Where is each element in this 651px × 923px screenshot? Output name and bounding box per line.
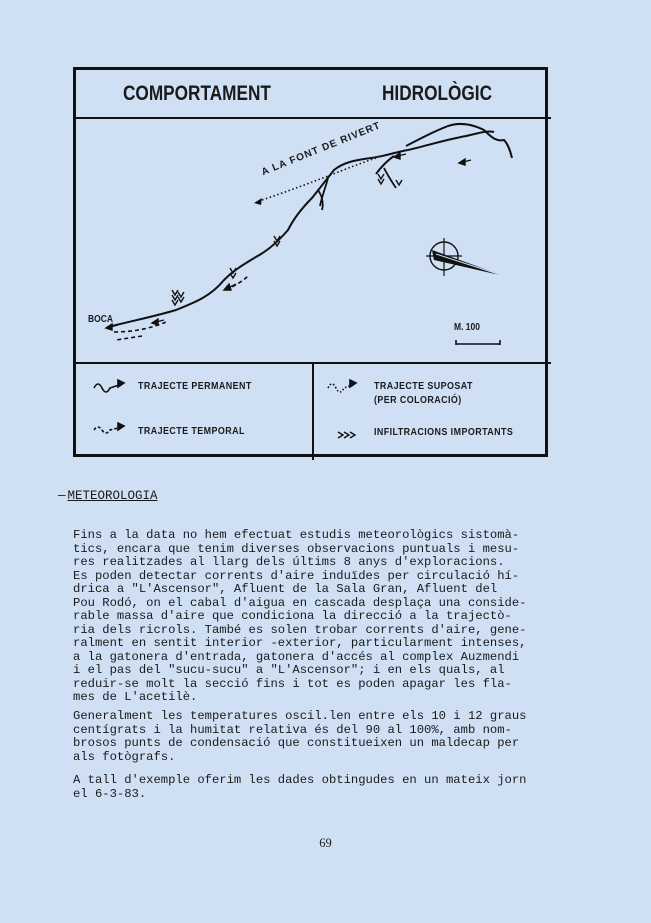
legend-temporal: TRAJECTE TEMPORAL <box>138 425 245 437</box>
legend-symbol-permanent <box>94 380 124 392</box>
legend-infiltracions: INFILTRACIONS IMPORTANTS <box>374 426 514 438</box>
heading-text: METEOROLOGIA <box>67 489 158 503</box>
page-number: 69 <box>319 836 332 850</box>
north-compass <box>426 238 504 276</box>
scale-bar <box>456 340 500 345</box>
label-boca: BOCA <box>88 314 114 325</box>
label-font-de-rivert: A LA FONT DE RIVERT <box>260 120 383 179</box>
heading-dash: — <box>58 489 66 503</box>
figure-title-left: COMPORTAMENT <box>123 82 271 105</box>
font-arrow-head <box>254 198 262 205</box>
cave-map <box>76 70 551 460</box>
section-heading <box>58 489 158 503</box>
paragraph-1: Fins a la data no hem efectuat estudis meteorològics sistomà- tics, encara que tenim diverses observacions puntuals i mesu- res realitzades al llarg dels últims 8 anys d'exploracions. Es poden detectar corrents d'aire induïdes per circulació hí- drica a "L'Ascensor", Afluent de la Sala Gran, Afluent del Pou Rodó, on el cabal d'aigua en cascada desplaça una conside- rable massa d'aire que condiciona la direcció a la trajectò- ria dels ricrols. També es solen trobar corrents d'aire, gene- ralment en sentit interior -exterior, particularment intenses, a la gatonera d'entrada, gatonera d'accés al complex Auzmendi i el pas del "sucu-sucu" a "L'Ascensor"; i en els quals, al reduir-se molt la secció fins i tot es poden apagar les fla- mes de L'acetilè. <box>73 528 527 704</box>
label-scale: M. 100 <box>454 322 480 333</box>
legend-suposat-line2: (PER COLORACIÓ) <box>374 394 462 406</box>
legend-symbol-infiltracions <box>338 432 355 438</box>
legend-suposat-line1: TRAJECTE SUPOSAT <box>374 380 473 392</box>
flow-arrows <box>106 153 471 330</box>
paragraph-2: Generalment les temperatures oscil.len entre els 10 i 12 graus centígrats i la humitat relativa és del 90 al 100%, amb nom- brosos punts de condensació que constitueixen un maldecap per als fotògrafs. <box>73 709 527 764</box>
legend-symbol-temporal <box>94 423 124 433</box>
infiltration-marks <box>172 174 402 305</box>
legend-permanent: TRAJECTE PERMANENT <box>138 380 252 392</box>
legend-symbol-suposat <box>328 380 356 392</box>
figure-title-right: HIDROLÒGIC <box>382 82 493 105</box>
hydrological-figure <box>73 67 548 457</box>
paragraph-3: A tall d'exemple oferim les dades obtingudes en un mateix jorn el 6-3-83. <box>73 773 527 801</box>
